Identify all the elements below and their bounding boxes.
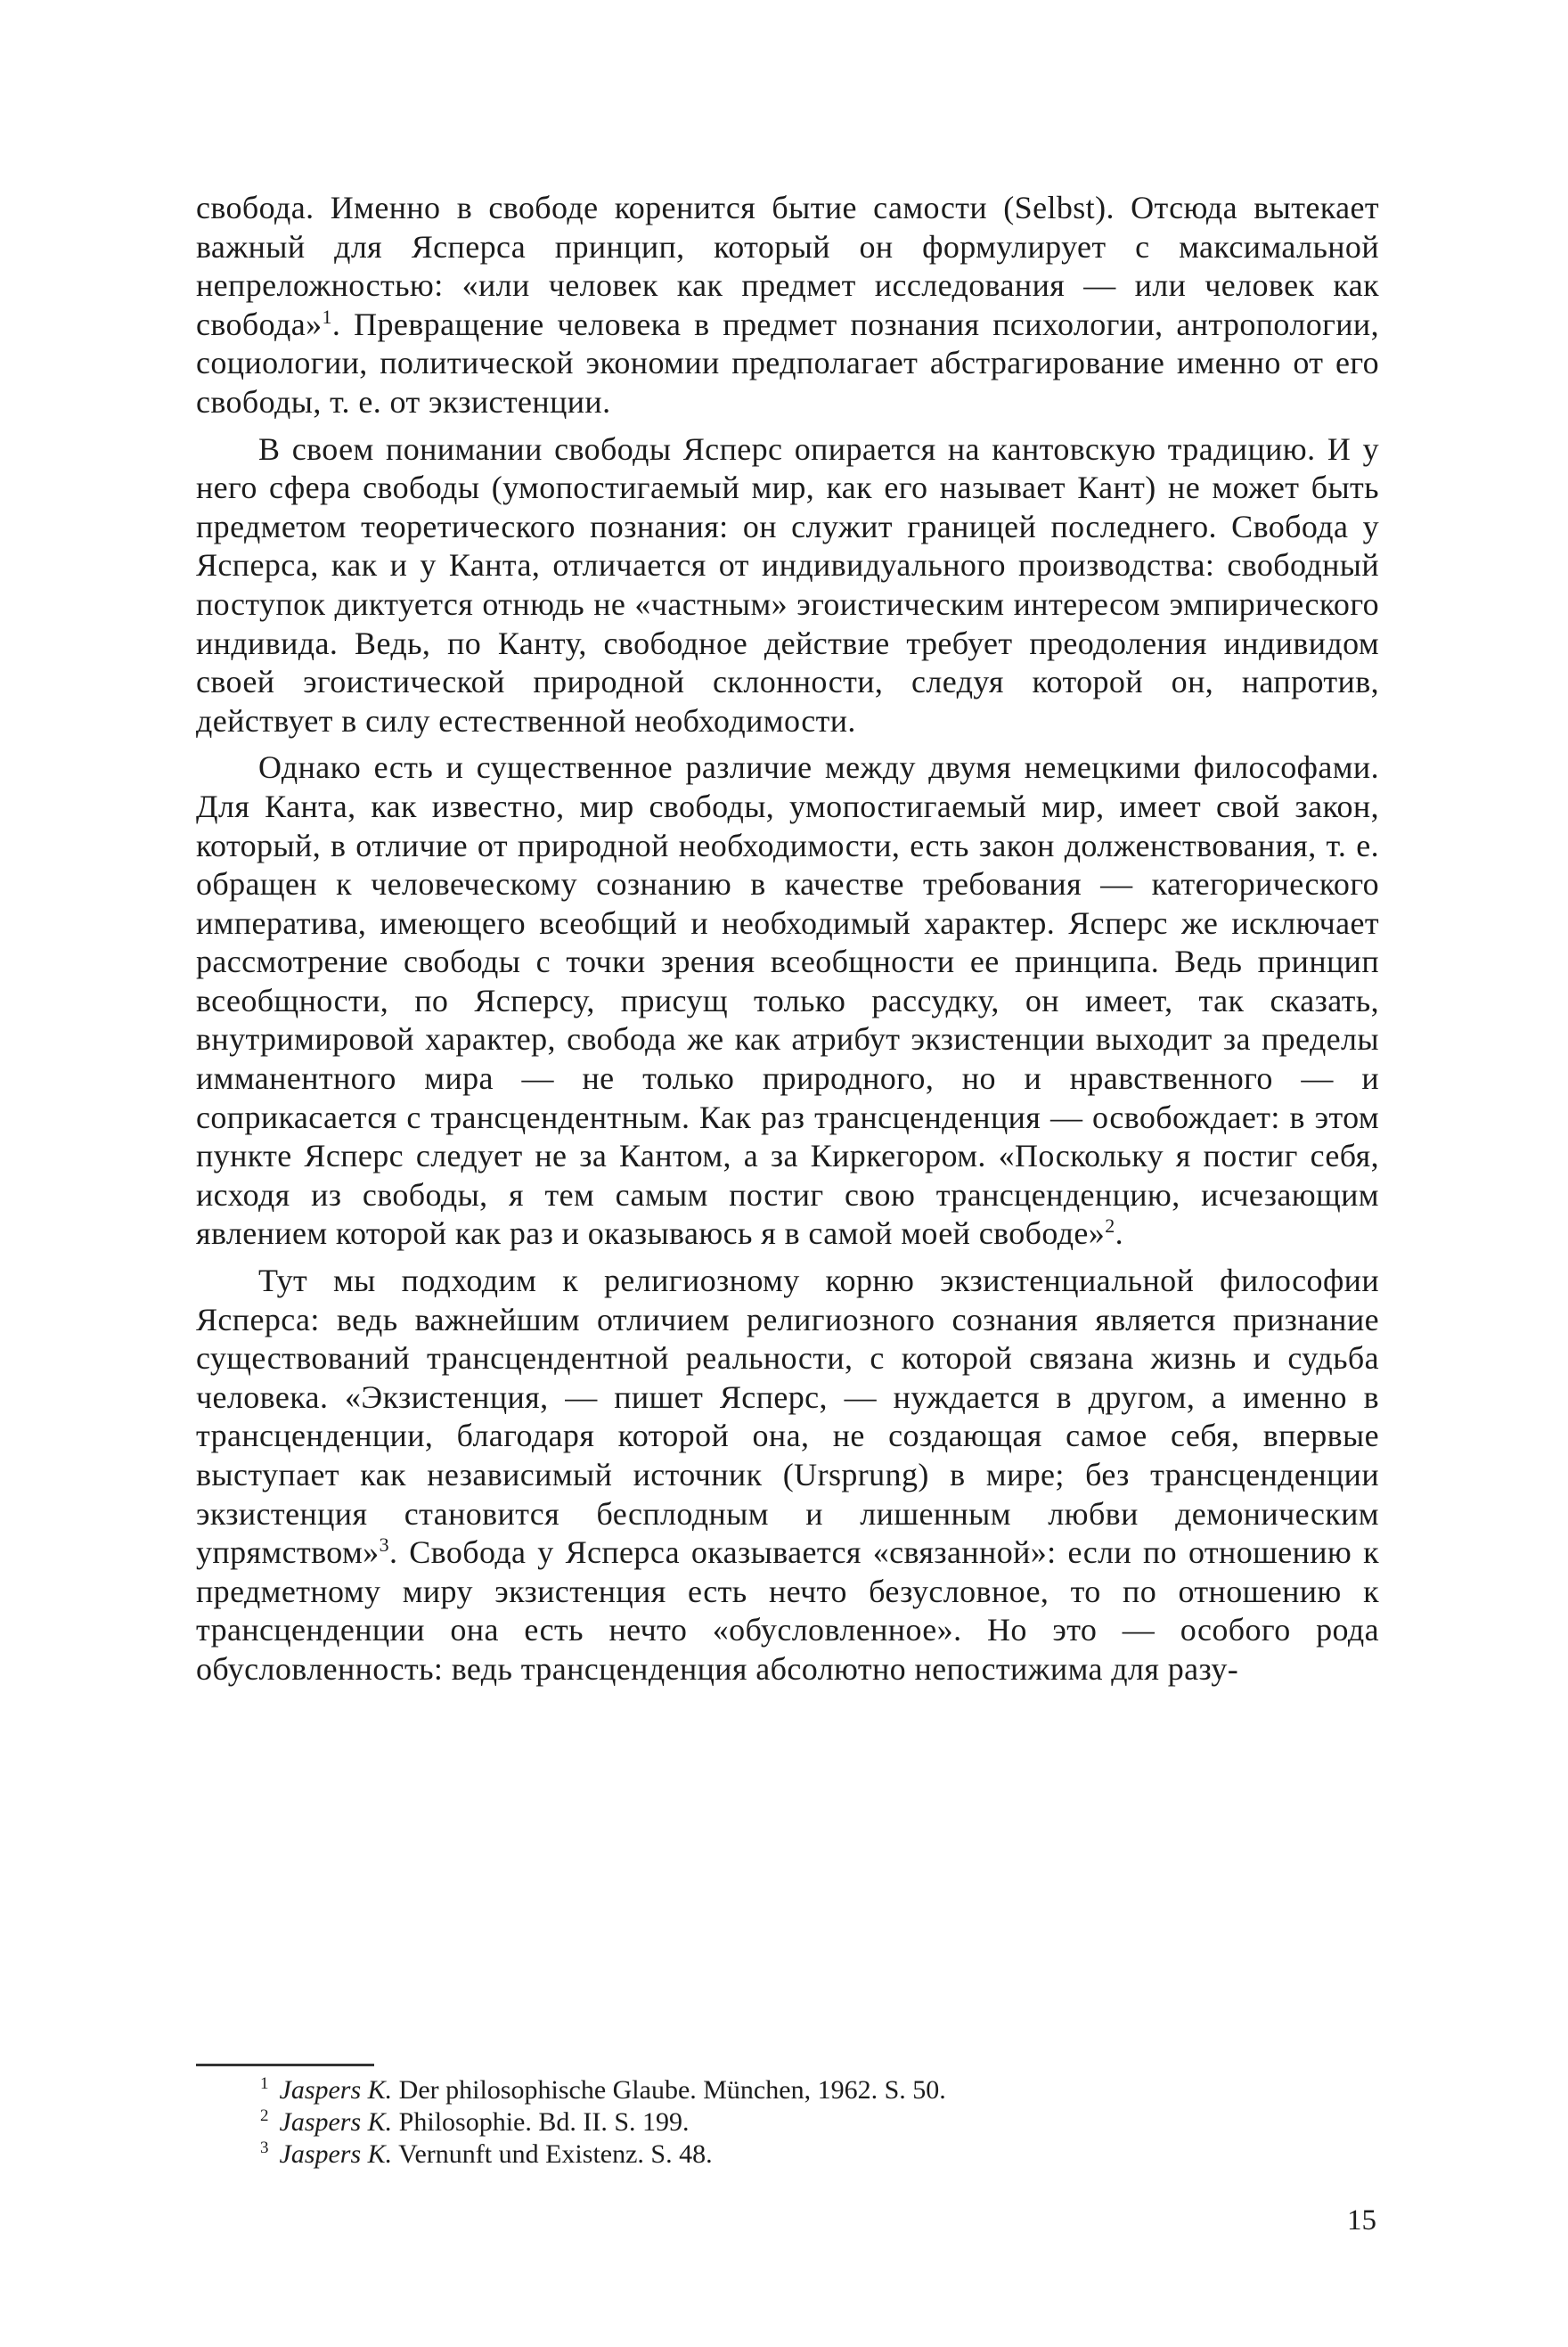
paragraph: свобода. Именно в свободе коренится бытие самости (Selbst). Отсюда вытекает важный для Ясперса принцип, который он формулирует с максимальной непреложностью: «или человек как предмет исследования — или человек как свобода»$^1$. Превращение человека в предмет познания психологии, антропологии, социологии, политической экономии предполагает абстрагирование именно от его свободы, т. е. от экзистенции. xyxy=(196,190,1379,420)
footnote: $^2$ Jaspers K. Philosophie. Bd. II. S. 199. xyxy=(260,2106,690,2137)
footnote: $^1$ Jaspers K. Der philosophische Glaube. München, 1962. S. 50. xyxy=(260,2074,946,2105)
footnotes xyxy=(260,2074,1329,2171)
main-text xyxy=(196,189,1379,1697)
footnote: $^3$ Jaspers K. Vernunft und Existenz. S. 48. xyxy=(260,2138,713,2169)
page-number: 15 xyxy=(1347,2204,1376,2237)
paragraph: Тут мы подходим к религиозному корню экзистенциальной философии Ясперса: ведь важнейшим отличием религиозного сознания является признание существований трансцендентной реальности, с которой связана жизнь и судьба человека. «Экзистенция, — пишет Ясперс, — нуждается в другом, а именно в трансценденции, благодаря которой она, не создающая самое себя, впервые выступает как независимый источник (Ursprung) в мире; без трансценденции экзистенция становится бесплодным и лишенным любви демоническим упрямством»$^3$. Свобода у Ясперса оказывается «связанной»: если по отношению к предметному миру экзистенция есть нечто безусловное, то по отношению к трансценденции она есть нечто «обусловленное». Но это — особого рода обусловленность: ведь трансценденция абсолютно непостижима для разу- xyxy=(196,1263,1379,1687)
paragraph: Однако есть и существенное различие между двумя немецкими философами. Для Канта, как известно, мир свободы, умопостигаемый мир, имеет свой закон, который, в отличие от природной необходимости, есть закон долженствования, т. е. обращен к человеческому сознанию в качестве требования — категорического императива, имеющего всеобщий и необходимый характер. Ясперс же исключает рассмотрение свободы с точки зрения всеобщности ее принципа. Ведь принцип всеобщности, по Ясперсу, присущ только рассудку, он имеет, так сказать, внутримировой характер, свобода же как атрибут экзистенции выходит за пределы имманентного мира — не только природного, но и нравственного — и соприкасается с трансцендентным. Как раз трансценденция — освобождает: в этом пункте Ясперс следует не за Кантом, а за Киркегором. «Поскольку я постиг себя, исходя из свободы, я тем самым постиг свою трансценденцию, исчезающим явлением которой как раз и оказываюсь я в самой моей свободе»$^2$. xyxy=(196,749,1379,1252)
footnote-ref: 3 xyxy=(379,1533,389,1557)
footnote-ref: 1 xyxy=(322,305,332,328)
paragraph: В своем понимании свободы Ясперс опирается на кантовскую традицию. И у него сфера свободы (умопостигаемый мир, как его называет Кант) не может быть предметом теоретического познания: он служит границей последнего. Свобода у Ясперса, как и у Канта, отличается от индивидуального производства: свободный поступок диктуется отнюдь не «частным» эгоистическим интересом эмпирического индивида. Ведь, по Канту, свободное действие требует преодоления индивидом своей эгоистической природной склонности, следуя которой он, напротив, действует в силу естественной необходимости. xyxy=(196,430,1379,739)
footnote-divider xyxy=(196,2064,374,2066)
footnote-ref: 2 xyxy=(1105,1214,1115,1238)
